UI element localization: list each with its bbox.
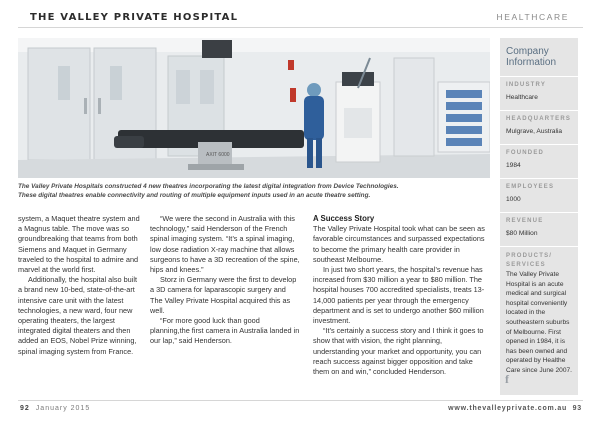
revenue-block: [500, 212, 578, 246]
footer-divider: [18, 400, 583, 401]
header-bar: [18, 8, 583, 28]
paragraph: system, a Maquet theatre system and a Magnus table. The move was so groundbreaking that teams from both Siemens and Maquet in Germany traveled to the hospital to admire and marvel at the world first.: [18, 214, 140, 275]
revenue-value: $80 Million: [506, 230, 538, 237]
caption-line-1: The Valley Private Hospitals constructed 4 new theatres incorporating the latest digital integration from Device Technologies.: [18, 183, 399, 190]
facebook-icon[interactable]: f: [505, 372, 509, 386]
article-column-3: [313, 214, 490, 377]
headquarters-value: Mulgrave, Australia: [506, 128, 563, 135]
founded-block: [500, 144, 578, 178]
operating-theatre-photo: [18, 38, 490, 178]
paragraph: Storz in Germany were the first to develop a 3D camera for laparascopic surgery and The Valley Private Hospital acquired this as well.: [150, 275, 297, 315]
products-services-value: The Valley Private Hospital is an acute medical and surgical hospital conveniently located in the southeastern suburbs of Melbourne. First opened in 1984, it is has been owned and operated by Healthe Care since June 2007.: [506, 271, 572, 374]
paragraph: The Valley Private Hospital took what can be seen as favorable circumstances and surpassed expectations to become the primary health care provider in southeast Melbourne.: [313, 224, 485, 264]
paragraph: Additionally, the hospital also built a brand new 10-bed, state-of-the-art intensive care unit with the latest technologies, a new ward, four new operating theaters, the largest integrated digital theaters and then added an EOS, Nobel Prize winning, spinal imaging system from France.: [18, 275, 137, 356]
footer-left: [20, 405, 90, 412]
article-column-2: [150, 214, 300, 347]
section-heading: A Success Story: [313, 214, 375, 223]
page-number-right: 93: [572, 405, 582, 412]
issue-date: January 2015: [35, 405, 91, 412]
caption-line-2: These digital theatres enable connectivity and routing of multiple equipment inputs used in an acute theatre setting.: [18, 192, 371, 200]
sidebar-title: Company Information: [506, 46, 557, 68]
paragraph: In just two short years, the hospital’s revenue has increased from $30 million a year to $80 million. The hospital houses 700 accredited specialists, treats 13-14,000 patients per year through the emergency department and is set to undergo another $60 million investment.: [313, 265, 485, 326]
article-column-1: [18, 214, 142, 357]
industry-label: INDUSTRY: [506, 82, 547, 88]
employees-label: EMPLOYEES: [506, 184, 555, 190]
paragraph: “It’s certainly a success story and I think it goes to show that with vision, the right planning, understanding your market and opportunity, you can reach success against bigger opposition and take them on and win,” concluded Henderson.: [313, 326, 484, 377]
paragraph: “For more good luck than good planning,the first camera in Australia landed in our lap,” said Henderson.: [150, 316, 300, 346]
employees-block: [500, 178, 578, 212]
products-services-block: [500, 246, 578, 395]
founded-label: FOUNDED: [506, 150, 545, 156]
industry-block: [500, 76, 578, 110]
page-number-left: 92: [20, 405, 30, 412]
founded-value: 1984: [506, 162, 521, 169]
employees-value: 1000: [506, 196, 521, 203]
photo-caption: [18, 182, 490, 200]
paragraph: “We were the second in Australia with this technology,” said Henderson of the French spinal imaging system. “It’s a spinal imaging, low dose radiation X-ray machine that allows surgeons to have a 3D recreation of the spine, hips and knees.”: [150, 214, 300, 275]
company-info-sidebar: [500, 38, 578, 395]
headquarters-block: [500, 110, 578, 144]
footer-right: [448, 405, 582, 412]
publication-title: THE VALLEY PRIVATE HOSPITAL: [30, 12, 239, 23]
website-link[interactable]: www.thevalleyprivate.com.au: [448, 405, 568, 412]
industry-value: Healthcare: [506, 94, 538, 101]
products-services-label: PRODUCTS/ SERVICES: [506, 253, 553, 268]
section-tag: HEALTHCARE: [496, 12, 569, 22]
revenue-label: REVENUE: [506, 218, 544, 224]
headquarters-label: HEADQUARTERS: [506, 116, 572, 122]
table-brand-label: AXIT 6000: [206, 152, 230, 158]
